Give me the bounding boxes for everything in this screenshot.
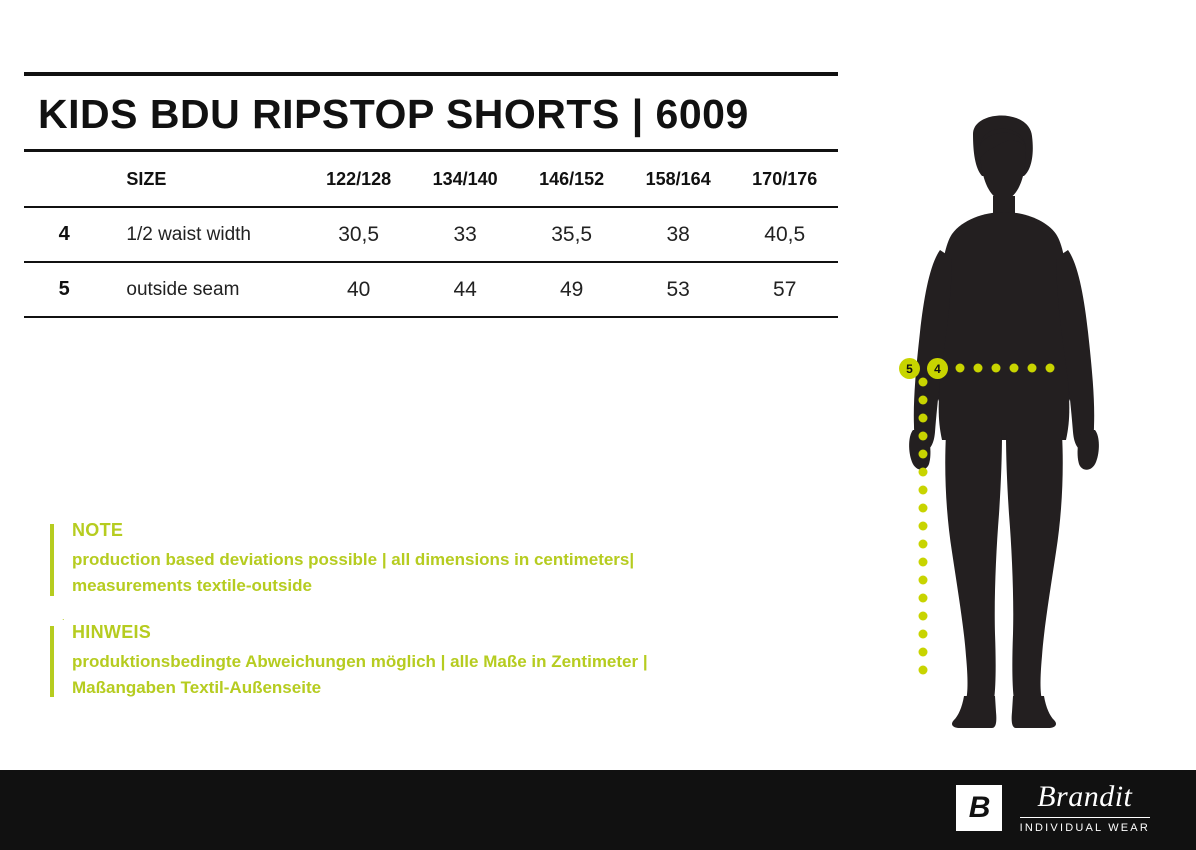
brand-mark-letter: B <box>968 791 989 824</box>
header-size-170-176: 170/176 <box>731 152 838 207</box>
brand-logo <box>956 782 1150 834</box>
row-label: 1/2 waist width <box>104 207 305 262</box>
header-size: SIZE <box>104 152 305 207</box>
note-line-de-2: Maßangaben Textil-Außenseite <box>72 678 322 698</box>
note-tick-mark: . <box>62 612 65 622</box>
row-value: 38 <box>625 207 732 262</box>
body-figure <box>896 100 1126 740</box>
content-column <box>24 72 838 318</box>
row-index: 4 <box>24 207 104 262</box>
page-title: KIDS BDU RIPSTOP SHORTS | 6009 <box>38 91 749 137</box>
row-value: 49 <box>518 262 625 317</box>
brand-text <box>1020 782 1150 834</box>
table-header-row <box>24 152 838 207</box>
note-heading-en: NOTE <box>72 520 124 540</box>
row-value: 40,5 <box>731 207 838 262</box>
row-index: 5 <box>24 262 104 317</box>
row-value: 53 <box>625 262 732 317</box>
header-size-146-152: 146/152 <box>518 152 625 207</box>
table-row <box>24 262 838 317</box>
header-size-158-164: 158/164 <box>625 152 732 207</box>
row-value: 57 <box>731 262 838 317</box>
row-value: 40 <box>305 262 412 317</box>
row-value: 35,5 <box>518 207 625 262</box>
table-row <box>24 207 838 262</box>
row-label: outside seam <box>104 262 305 317</box>
note-line-en-2: measurements textile-outside <box>72 576 312 596</box>
note-heading-de: HINWEIS <box>72 621 152 642</box>
brand-tagline: INDIVIDUAL WEAR <box>1020 817 1150 834</box>
note-line-de-1: produktionsbedingte Abweichungen möglich | alle Maße in Zentimeter | <box>72 651 648 671</box>
header-size-134-140: 134/140 <box>412 152 519 207</box>
brand-mark-icon <box>956 785 1002 831</box>
row-value: 33 <box>412 207 519 262</box>
measure-badge-4: 4 <box>927 358 948 379</box>
header-size-122-128: 122/128 <box>305 152 412 207</box>
notes-section <box>50 520 750 723</box>
measure-badge-5: 5 <box>899 358 920 379</box>
row-value: 44 <box>412 262 519 317</box>
brand-name: Brandit <box>1037 780 1133 813</box>
size-table <box>24 152 838 318</box>
mannequin-illustration <box>896 100 1126 740</box>
footer-bar <box>0 770 1196 850</box>
header-index <box>24 152 104 207</box>
note-block-en <box>50 520 750 600</box>
note-block-de <box>50 622 750 702</box>
row-value: 30,5 <box>305 207 412 262</box>
note-line-en-1: production based deviations possible | all dimensions in centimeters| <box>72 550 635 569</box>
